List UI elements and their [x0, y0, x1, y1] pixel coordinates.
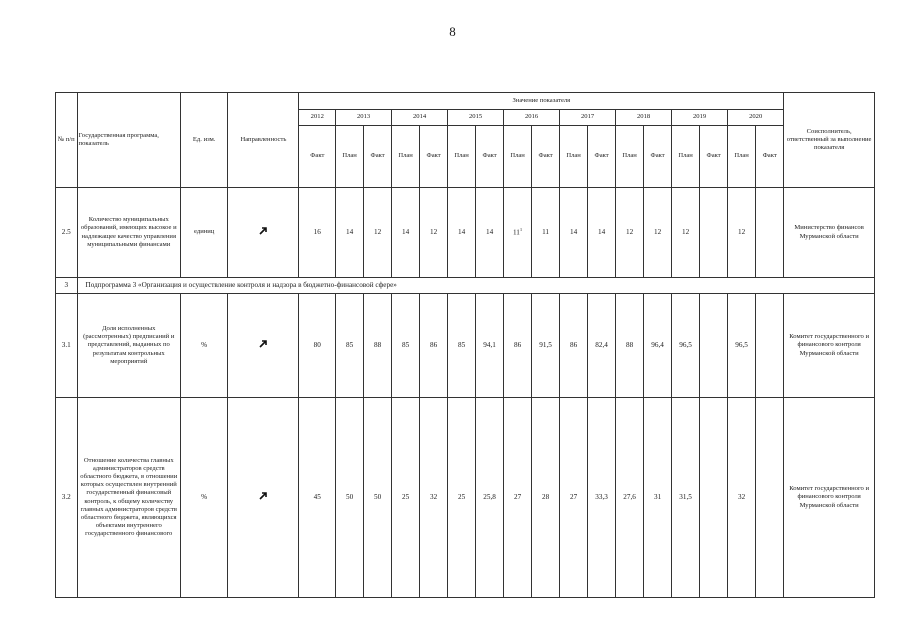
value-text: 11: [512, 228, 520, 237]
row-indicator-name: Количество муниципальных образований, имеющих высокое и надлежащее качество управления муниципальными финансами: [77, 188, 180, 278]
value-cell: 32: [728, 398, 756, 598]
value-cell: 96,5: [728, 294, 756, 398]
value-cell: [700, 188, 728, 278]
fact-header: Факт: [644, 126, 672, 188]
year-header: 2014: [392, 110, 448, 126]
row-indicator-name: Доля исполненных (рассмотренных) предписаний и представлений, выданных по результатам контрольных мероприятий: [77, 294, 180, 398]
value-cell: 11: [532, 188, 560, 278]
value-cell: 88: [364, 294, 392, 398]
page-number: 8: [449, 24, 456, 39]
row-number: 3.1: [56, 294, 78, 398]
row-indicator-name: Отношение количества главных администраторов средств областного бюджета, в отношении которых осуществлен внутренний государственный финансовый контроль, к общему количеству главных администраторов средств областного бюджета, являющихся объектами внутреннего государственного финансового: [77, 398, 180, 598]
value-cell: 31,5: [672, 398, 700, 598]
subprogram-row: [56, 278, 875, 294]
row-number: 3.2: [56, 398, 78, 598]
row-unit: %: [180, 398, 227, 598]
value-cell: 45: [299, 398, 336, 598]
value-cell: 85: [336, 294, 364, 398]
value-cell: [700, 398, 728, 598]
value-cell: 25: [448, 398, 476, 598]
value-cell: 12: [644, 188, 672, 278]
value-cell: [756, 188, 784, 278]
arrow-up-right-icon: [258, 491, 268, 501]
row-direction: [228, 188, 299, 278]
header-row-top: [56, 93, 875, 110]
year-header: 2017: [560, 110, 616, 126]
row-unit: %: [180, 294, 227, 398]
value-cell: 33,3: [588, 398, 616, 598]
plan-header: План: [560, 126, 588, 188]
row-direction: [228, 294, 299, 398]
year-header: 2020: [728, 110, 784, 126]
value-cell: 86: [420, 294, 448, 398]
year-header: 2018: [616, 110, 672, 126]
year-header: 2016: [504, 110, 560, 126]
row-executor: Комитет государственного и финансового контроля Мурманской области: [784, 294, 875, 398]
value-cell: 94,1: [476, 294, 504, 398]
value-cell: 96,5: [672, 294, 700, 398]
row-number: 2.5: [56, 188, 78, 278]
year-header: 2015: [448, 110, 504, 126]
table-row: [56, 398, 875, 598]
header-unit: Ед. изм.: [180, 93, 227, 188]
plan-header: План: [616, 126, 644, 188]
value-cell: [756, 398, 784, 598]
fact-header: Факт: [476, 126, 504, 188]
value-cell: 27,6: [616, 398, 644, 598]
value-cell: 96,4: [644, 294, 672, 398]
value-cell: 14: [392, 188, 420, 278]
subprogram-title: Подпрограмма 3 «Организация и осуществление контроля и надзора в бюджетно-финансовой сфере»: [77, 278, 874, 294]
value-cell: 25: [392, 398, 420, 598]
value-cell: 82,4: [588, 294, 616, 398]
year-header: 2013: [336, 110, 392, 126]
value-cell: 86: [560, 294, 588, 398]
footnote-marker: 1: [519, 227, 523, 233]
value-cell: 32: [420, 398, 448, 598]
fact-header: Факт: [588, 126, 616, 188]
value-cell: 12: [728, 188, 756, 278]
value-cell: 14: [588, 188, 616, 278]
value-cell: 85: [392, 294, 420, 398]
value-cell: 88: [616, 294, 644, 398]
header-program: Государственная программа, показатель: [77, 93, 180, 188]
plan-header: План: [448, 126, 476, 188]
value-cell: 28: [532, 398, 560, 598]
year-header: 2019: [672, 110, 728, 126]
value-cell: 27: [504, 398, 532, 598]
value-cell: 14: [336, 188, 364, 278]
year-header: 2012: [299, 110, 336, 126]
row-unit: единиц: [180, 188, 227, 278]
value-cell: [700, 294, 728, 398]
plan-header: План: [728, 126, 756, 188]
value-cell: 12: [420, 188, 448, 278]
header-direction: Направленность: [228, 93, 299, 188]
indicators-table: [55, 92, 875, 598]
fact-header: Факт: [532, 126, 560, 188]
value-cell: 12: [364, 188, 392, 278]
value-cell: 16: [299, 188, 336, 278]
value-cell: 25,8: [476, 398, 504, 598]
arrow-up-right-icon: [258, 226, 268, 236]
plan-header: План: [336, 126, 364, 188]
value-cell: 14: [476, 188, 504, 278]
plan-header: План: [672, 126, 700, 188]
fact-header: Факт: [756, 126, 784, 188]
header-values: Значение показателя: [299, 93, 784, 110]
fact-header: Факт: [364, 126, 392, 188]
fact-header: Факт: [299, 126, 336, 188]
plan-header: План: [504, 126, 532, 188]
value-cell: [504, 188, 532, 278]
header-number: № п/п: [56, 93, 78, 188]
value-cell: 80: [299, 294, 336, 398]
arrow-up-right-icon: [258, 339, 268, 349]
value-cell: 85: [448, 294, 476, 398]
value-cell: 12: [672, 188, 700, 278]
header-executor: Соисполнитель, ответственный за выполнение показателя: [784, 93, 875, 188]
value-cell: 27: [560, 398, 588, 598]
row-direction: [228, 398, 299, 598]
row-executor: Министерство финансов Мурманской области: [784, 188, 875, 278]
value-cell: 50: [336, 398, 364, 598]
row-number: 3: [56, 278, 78, 294]
value-cell: [756, 294, 784, 398]
value-cell: 86: [504, 294, 532, 398]
table-row: [56, 294, 875, 398]
fact-header: Факт: [420, 126, 448, 188]
table-row: [56, 188, 875, 278]
plan-header: План: [392, 126, 420, 188]
value-cell: 50: [364, 398, 392, 598]
value-cell: 31: [644, 398, 672, 598]
fact-header: Факт: [700, 126, 728, 188]
row-executor: Комитет государственного и финансового контроля Мурманской области: [784, 398, 875, 598]
value-cell: 91,5: [532, 294, 560, 398]
value-cell: 14: [448, 188, 476, 278]
value-cell: 14: [560, 188, 588, 278]
value-cell: 12: [616, 188, 644, 278]
